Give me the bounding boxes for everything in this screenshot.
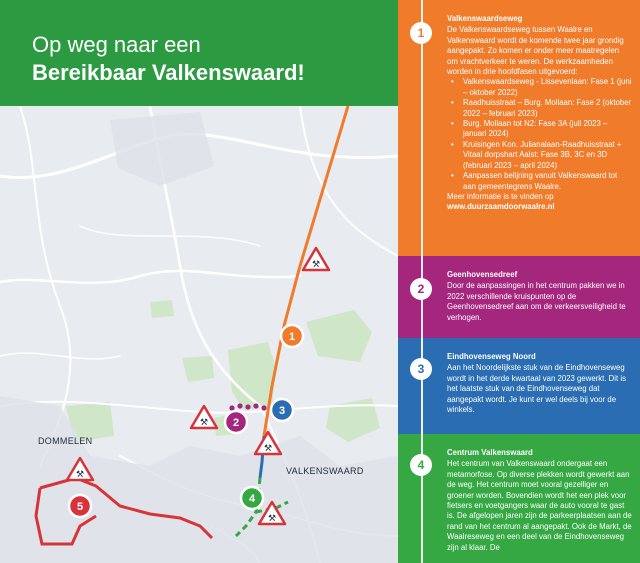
svg-text:⚒: ⚒ bbox=[311, 260, 321, 270]
info-sidebar bbox=[398, 0, 640, 563]
section-number-badge: 4 bbox=[410, 454, 432, 476]
section-number-badge: 3 bbox=[410, 358, 432, 380]
svg-text:⚒: ⚒ bbox=[75, 470, 85, 480]
more-info-text: Meer informatie is te vinden op bbox=[447, 191, 554, 201]
section-3-eindhovenseweg-noord bbox=[398, 338, 640, 434]
website-link[interactable]: www.duurzaamdoorwaalre.nl bbox=[447, 202, 555, 212]
section-2-geenhovensedreef bbox=[398, 256, 640, 338]
phase-item: • Raadhuisstraat – Burg. Mollaan: Fase 2 (oktober 2022 – februari 2023) bbox=[447, 98, 632, 119]
svg-text:⚒: ⚒ bbox=[267, 514, 277, 524]
map-marker-3[interactable] bbox=[271, 399, 293, 421]
section-number-badge: 2 bbox=[410, 278, 432, 300]
phase-item: • Valkenswaardseweg - Lissevenlaan: Fase 1 (juni – oktober 2022) bbox=[447, 77, 632, 98]
section-number-badge: 1 bbox=[410, 22, 432, 44]
section-title: Centrum Valkenswaard bbox=[447, 448, 533, 457]
phase-item: • Kruisingen Kon. Julianalaan-Raadhuisstraat + Vitaal dorpshart Aalst: Fase 3B, 3C en 3D (februari 2023 – april 2024) bbox=[447, 140, 632, 171]
svg-text:1: 1 bbox=[288, 331, 296, 343]
map-label-valkenswaard: VALKENSWAARD bbox=[286, 466, 364, 476]
section-body: Het centrum van Valkenswaard ondergaat een metamorfose. Op diverse plekken wordt gewerkt aan de weg. Het centrum moet vooral gezelliger en groener worden. Bovendien wordt het een plek voor fietsers en voetgangers waar de auto vooral te gast is. De afgelopen jaren zijn de parkeerplaatsen aan de rand van het centrum al aangepakt. Ook de Markt, de Waalreseweg en een deel van de Eindhovenseweg zijn al klaar. De bbox=[447, 459, 632, 552]
section-body: De Valkenswaardseweg tussen Waalre en Valkenswaard wordt de komende twee jaar grondig aangepakt. Zo komen er onder meer maatregelen om vrachtverkeer te weren. De werkzaamheden worden in drie hoofdfasen uitgevoerd: bbox=[447, 25, 624, 77]
section-body: Aan het Noordelijkste stuk van de Eindhovenseweg wordt in het derde kwartaal van 2023 gewerkt. Dit is het laatste stuk van de Eindhovenseweg dat aangepakt wordt. Je kunt er wel deels bij voor de winkels. bbox=[447, 363, 626, 415]
phase-list bbox=[447, 77, 632, 191]
section-body: Door de aanpassingen in het centrum pakken we in 2022 verschillende kruispunten op de Geenhovensedreef aan om de verkeersveiligheid te verhogen. bbox=[447, 281, 626, 322]
header-title-line1: Op weg naar een bbox=[32, 32, 201, 57]
svg-text:5: 5 bbox=[76, 501, 84, 513]
section-title: Valkenswaardseweg bbox=[447, 14, 523, 23]
map-marker-2[interactable] bbox=[225, 411, 247, 433]
svg-text:2: 2 bbox=[232, 417, 240, 429]
phase-item: • Aanpassen belijning vanuit Valkenswaard tot aan gemeentegrens Waalre. bbox=[447, 171, 632, 192]
map[interactable] bbox=[0, 106, 398, 563]
map-marker-4[interactable] bbox=[241, 487, 263, 509]
map-marker-5[interactable] bbox=[69, 495, 91, 517]
svg-text:⚒: ⚒ bbox=[263, 444, 273, 454]
svg-text:4: 4 bbox=[248, 493, 256, 505]
map-label-dommelen: DOMMELEN bbox=[38, 436, 93, 446]
header-banner bbox=[0, 0, 398, 106]
section-title: Eindhovenseweg Noord bbox=[447, 352, 536, 361]
timeline-line bbox=[421, 338, 423, 434]
svg-text:⚒: ⚒ bbox=[199, 418, 209, 428]
section-1-valkenswaardseweg bbox=[398, 0, 640, 256]
map-marker-1[interactable] bbox=[281, 325, 303, 347]
svg-text:3: 3 bbox=[278, 405, 286, 417]
phase-item: • Burg. Mollaan tot N2: Fase 3A (juli 2023 – januari 2024) bbox=[447, 119, 632, 140]
section-title: Geenhovensedreef bbox=[447, 270, 518, 279]
header-title-line2: Bereikbaar Valkenswaard! bbox=[32, 60, 305, 85]
section-4-centrum-valkenswaard bbox=[398, 434, 640, 563]
